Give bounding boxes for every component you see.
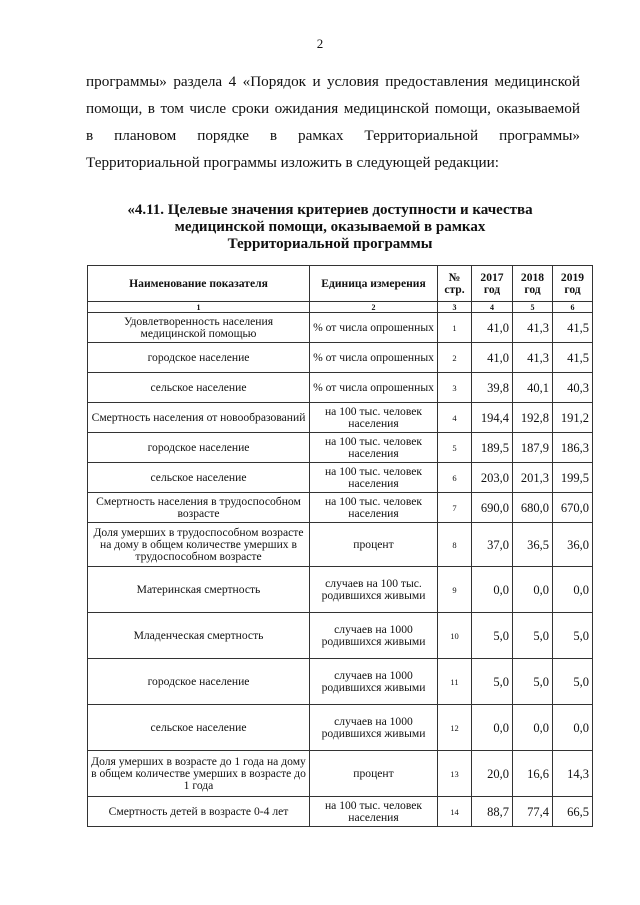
criteria-table: [87, 265, 593, 827]
value-2018: 40,1: [513, 373, 553, 403]
value-2018: 41,3: [513, 343, 553, 373]
table-header-row: [88, 266, 593, 302]
word: программы»: [499, 127, 580, 144]
value-2018: 0,0: [513, 705, 553, 751]
word: и: [312, 73, 321, 90]
row-num: 13: [438, 751, 472, 797]
header-num: № стр.: [438, 266, 472, 302]
column-number: 2: [310, 302, 438, 313]
header-2018: 2018 год: [513, 266, 553, 302]
intro-line-1: [86, 68, 580, 95]
value-2019: 0,0: [553, 705, 593, 751]
value-2017: 189,5: [472, 433, 513, 463]
value-2017: 37,0: [472, 523, 513, 567]
value-2017: 20,0: [472, 751, 513, 797]
value-2018: 192,8: [513, 403, 553, 433]
row-num: 4: [438, 403, 472, 433]
word: Территориальной: [364, 127, 479, 144]
header-2019: 2019 год: [553, 266, 593, 302]
row-unit: на 100 тыс. человек населения: [310, 463, 438, 493]
word: «Порядок: [242, 73, 307, 90]
word: в: [147, 100, 155, 117]
header-2017: 2017 год: [472, 266, 513, 302]
row-num: 11: [438, 659, 472, 705]
value-2019: 14,3: [553, 751, 593, 797]
row-unit: на 100 тыс. человек населения: [310, 433, 438, 463]
value-2019: 36,0: [553, 523, 593, 567]
intro-line-2: [86, 95, 580, 122]
value-2019: 41,5: [553, 343, 593, 373]
row-name: городское население: [88, 343, 310, 373]
value-2019: 5,0: [553, 659, 593, 705]
value-2019: 66,5: [553, 797, 593, 827]
row-name: сельское население: [88, 373, 310, 403]
word: ожидания: [274, 100, 339, 117]
word: медицинской: [343, 100, 430, 117]
table-row: [88, 403, 593, 433]
value-2018: 77,4: [513, 797, 553, 827]
row-num: 10: [438, 613, 472, 659]
value-2019: 186,3: [553, 433, 593, 463]
header-unit: Единица измерения: [310, 266, 438, 302]
value-2019: 670,0: [553, 493, 593, 523]
row-name: Смертность детей в возрасте 0-4 лет: [88, 797, 310, 827]
word: помощи,: [86, 100, 143, 117]
value-2017: 41,0: [472, 313, 513, 343]
table-row: [88, 797, 593, 827]
column-number: 4: [472, 302, 513, 313]
row-unit: процент: [310, 523, 438, 567]
value-2017: 5,0: [472, 613, 513, 659]
row-name: Смертность населения в трудоспособном возрасте: [88, 493, 310, 523]
value-2018: 41,3: [513, 313, 553, 343]
row-unit: случаев на 100 тыс. родившихся живыми: [310, 567, 438, 613]
word: сроки: [231, 100, 270, 117]
value-2017: 39,8: [472, 373, 513, 403]
row-unit: % от числа опрошенных: [310, 343, 438, 373]
value-2019: 191,2: [553, 403, 593, 433]
row-num: 5: [438, 433, 472, 463]
intro-line-3: [86, 122, 580, 149]
row-unit: на 100 тыс. человек населения: [310, 403, 438, 433]
word: в: [269, 127, 278, 144]
word: в: [86, 127, 94, 144]
header-name: Наименование показателя: [88, 266, 310, 302]
value-2018: 5,0: [513, 613, 553, 659]
table-row: [88, 659, 593, 705]
value-2017: 88,7: [472, 797, 513, 827]
column-number: 6: [553, 302, 593, 313]
row-unit: случаев на 1000 родившихся живыми: [310, 613, 438, 659]
value-2017: 690,0: [472, 493, 513, 523]
row-num: 14: [438, 797, 472, 827]
value-2018: 36,5: [513, 523, 553, 567]
value-2018: 5,0: [513, 659, 553, 705]
word: рамках: [298, 127, 344, 144]
row-unit: % от числа опрошенных: [310, 373, 438, 403]
row-num: 8: [438, 523, 472, 567]
row-num: 2: [438, 343, 472, 373]
value-2017: 0,0: [472, 567, 513, 613]
word: порядке: [197, 127, 249, 144]
word: 4: [228, 73, 237, 90]
row-num: 6: [438, 463, 472, 493]
table-row: [88, 567, 593, 613]
row-name: Доля умерших в возрасте до 1 года на дому в общем количестве умерших в возрасте до 1 года: [88, 751, 310, 797]
section-heading: [90, 202, 570, 253]
table-row: [88, 523, 593, 567]
value-2019: 5,0: [553, 613, 593, 659]
word: программы»: [86, 73, 167, 90]
row-unit: % от числа опрошенных: [310, 313, 438, 343]
row-unit: случаев на 1000 родившихся живыми: [310, 705, 438, 751]
value-2019: 0,0: [553, 567, 593, 613]
table-row: [88, 463, 593, 493]
value-2018: 680,0: [513, 493, 553, 523]
row-name: городское население: [88, 659, 310, 705]
value-2017: 194,4: [472, 403, 513, 433]
table-row: [88, 705, 593, 751]
value-2018: 201,3: [513, 463, 553, 493]
intro-line-4: Территориальной программы изложить в следующей редакции:: [86, 154, 499, 171]
row-unit: процент: [310, 751, 438, 797]
word: условия: [327, 73, 379, 90]
page-number: 2: [316, 36, 324, 51]
row-num: 1: [438, 313, 472, 343]
heading-line-3: Территориальной программы: [227, 236, 433, 252]
value-2017: 203,0: [472, 463, 513, 493]
value-2019: 199,5: [553, 463, 593, 493]
value-2019: 40,3: [553, 373, 593, 403]
row-name: Младенческая смертность: [88, 613, 310, 659]
value-2017: 5,0: [472, 659, 513, 705]
value-2017: 41,0: [472, 343, 513, 373]
word: предоставления: [385, 73, 489, 90]
row-num: 7: [438, 493, 472, 523]
row-name: Смертность населения от новообразований: [88, 403, 310, 433]
word: раздела: [173, 73, 223, 90]
word: плановом: [114, 127, 177, 144]
intro-paragraph: [86, 68, 580, 176]
row-name: сельское население: [88, 463, 310, 493]
column-number: 1: [88, 302, 310, 313]
row-name: сельское население: [88, 705, 310, 751]
row-unit: на 100 тыс. человек населения: [310, 493, 438, 523]
heading-line-1: «4.11. Целевые значения критериев доступности и качества: [127, 202, 533, 218]
column-number: 5: [513, 302, 553, 313]
word: том: [160, 100, 184, 117]
row-name: городское население: [88, 433, 310, 463]
word: помощи,: [434, 100, 491, 117]
value-2018: 0,0: [513, 567, 553, 613]
table-row: [88, 343, 593, 373]
value-2018: 16,6: [513, 751, 553, 797]
word: числе: [189, 100, 227, 117]
row-num: 9: [438, 567, 472, 613]
row-num: 3: [438, 373, 472, 403]
value-2017: 0,0: [472, 705, 513, 751]
column-number: 3: [438, 302, 472, 313]
word: оказываемой: [496, 100, 580, 117]
row-name: Удовлетворенность населения медицинской помощью: [88, 313, 310, 343]
table-row: [88, 313, 593, 343]
column-number-row: [88, 302, 593, 313]
heading-line-2: медицинской помощи, оказываемой в рамках: [174, 219, 486, 235]
value-2018: 187,9: [513, 433, 553, 463]
row-unit: случаев на 1000 родившихся живыми: [310, 659, 438, 705]
table-row: [88, 751, 593, 797]
row-name: Материнская смертность: [88, 567, 310, 613]
table-row: [88, 613, 593, 659]
row-unit: на 100 тыс. человек населения: [310, 797, 438, 827]
table-row: [88, 433, 593, 463]
table-row: [88, 493, 593, 523]
value-2019: 41,5: [553, 313, 593, 343]
table-row: [88, 373, 593, 403]
word: медицинской: [494, 73, 580, 90]
row-name: Доля умерших в трудоспособном возрасте на дому в общем количестве умерших в трудоспособном возрасте: [88, 523, 310, 567]
row-num: 12: [438, 705, 472, 751]
